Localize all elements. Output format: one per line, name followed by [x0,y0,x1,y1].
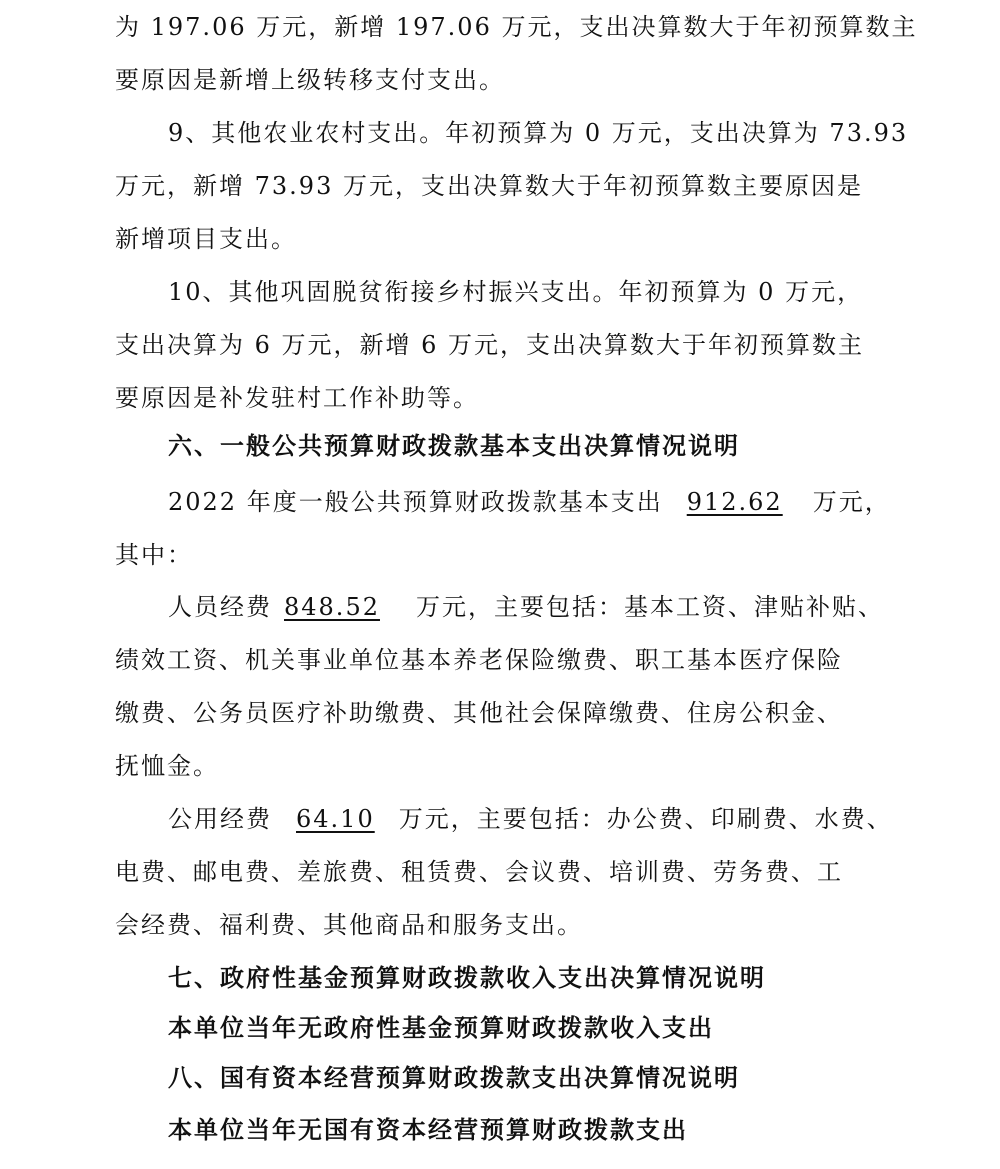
underlined-value [272,593,416,621]
personnel-expense-value: 848.52 [284,593,380,621]
section-text-bold: 本单位当年无国有资本经营预算财政拨款支出 [168,1116,688,1144]
paragraph-line: 缴费、公务员医疗补助缴费、其他社会保障缴费、住房公积金、 [115,699,843,727]
paragraph-line: 新增项目支出。 [115,225,297,253]
paragraph-line: 要原因是新增上级转移支付支出。 [115,66,505,94]
text-segment: 公用经费 [168,805,272,833]
basic-expense-value: 912.62 [686,488,783,516]
section-heading: 六、一般公共预算财政拨款基本支出决算情况说明 [168,432,740,460]
paragraph-line: 会经费、福利费、其他商品和服务支出。 [115,911,583,939]
public-expense-value: 64.10 [296,805,375,833]
paragraph-line [168,804,893,834]
paragraph-line [168,487,891,517]
section-heading: 七、政府性基金预算财政拨款收入支出决算情况说明 [168,964,766,992]
paragraph-line: 10、其他巩固脱贫衔接乡村振兴支出。年初预算为 0 万元， [168,278,864,306]
underlined-value [272,805,399,833]
paragraph-line: 为 197.06 万元，新增 197.06 万元，支出决算数大于年初预算数主 [115,13,918,41]
section-text-bold: 本单位当年无政府性基金预算财政拨款收入支出 [168,1014,714,1042]
text-segment: 人员经费 [168,593,272,621]
paragraph-line: 绩效工资、机关事业单位基本养老保险缴费、职工基本医疗保险 [115,646,843,674]
text-segment: 万元，主要包括：办公费、印刷费、水费、 [398,805,893,833]
paragraph-line: 抚恤金。 [115,752,219,780]
paragraph-line: 其中： [115,541,193,569]
paragraph-line: 支出决算为 6 万元，新增 6 万元，支出决算数大于年初预算数主 [115,331,865,359]
text-segment: 万元，主要包括：基本工资、津贴补贴、 [415,593,884,621]
underlined-value [663,488,813,516]
text-segment: 万元， [812,488,891,516]
paragraph-line: 要原因是补发驻村工作补助等。 [115,384,479,412]
paragraph-line: 万元，新增 73.93 万元，支出决算数大于年初预算数主要原因是 [115,172,863,200]
paragraph-line [168,592,884,622]
paragraph-line: 9、其他农业农村支出。年初预算为 0 万元，支出决算为 73.93 [168,119,909,147]
section-heading: 八、国有资本经营预算财政拨款支出决算情况说明 [168,1064,740,1092]
paragraph-line: 电费、邮电费、差旅费、租赁费、会议费、培训费、劳务费、工 [115,858,843,886]
text-segment: 2022 年度一般公共预算财政拨款基本支出 [168,488,663,516]
